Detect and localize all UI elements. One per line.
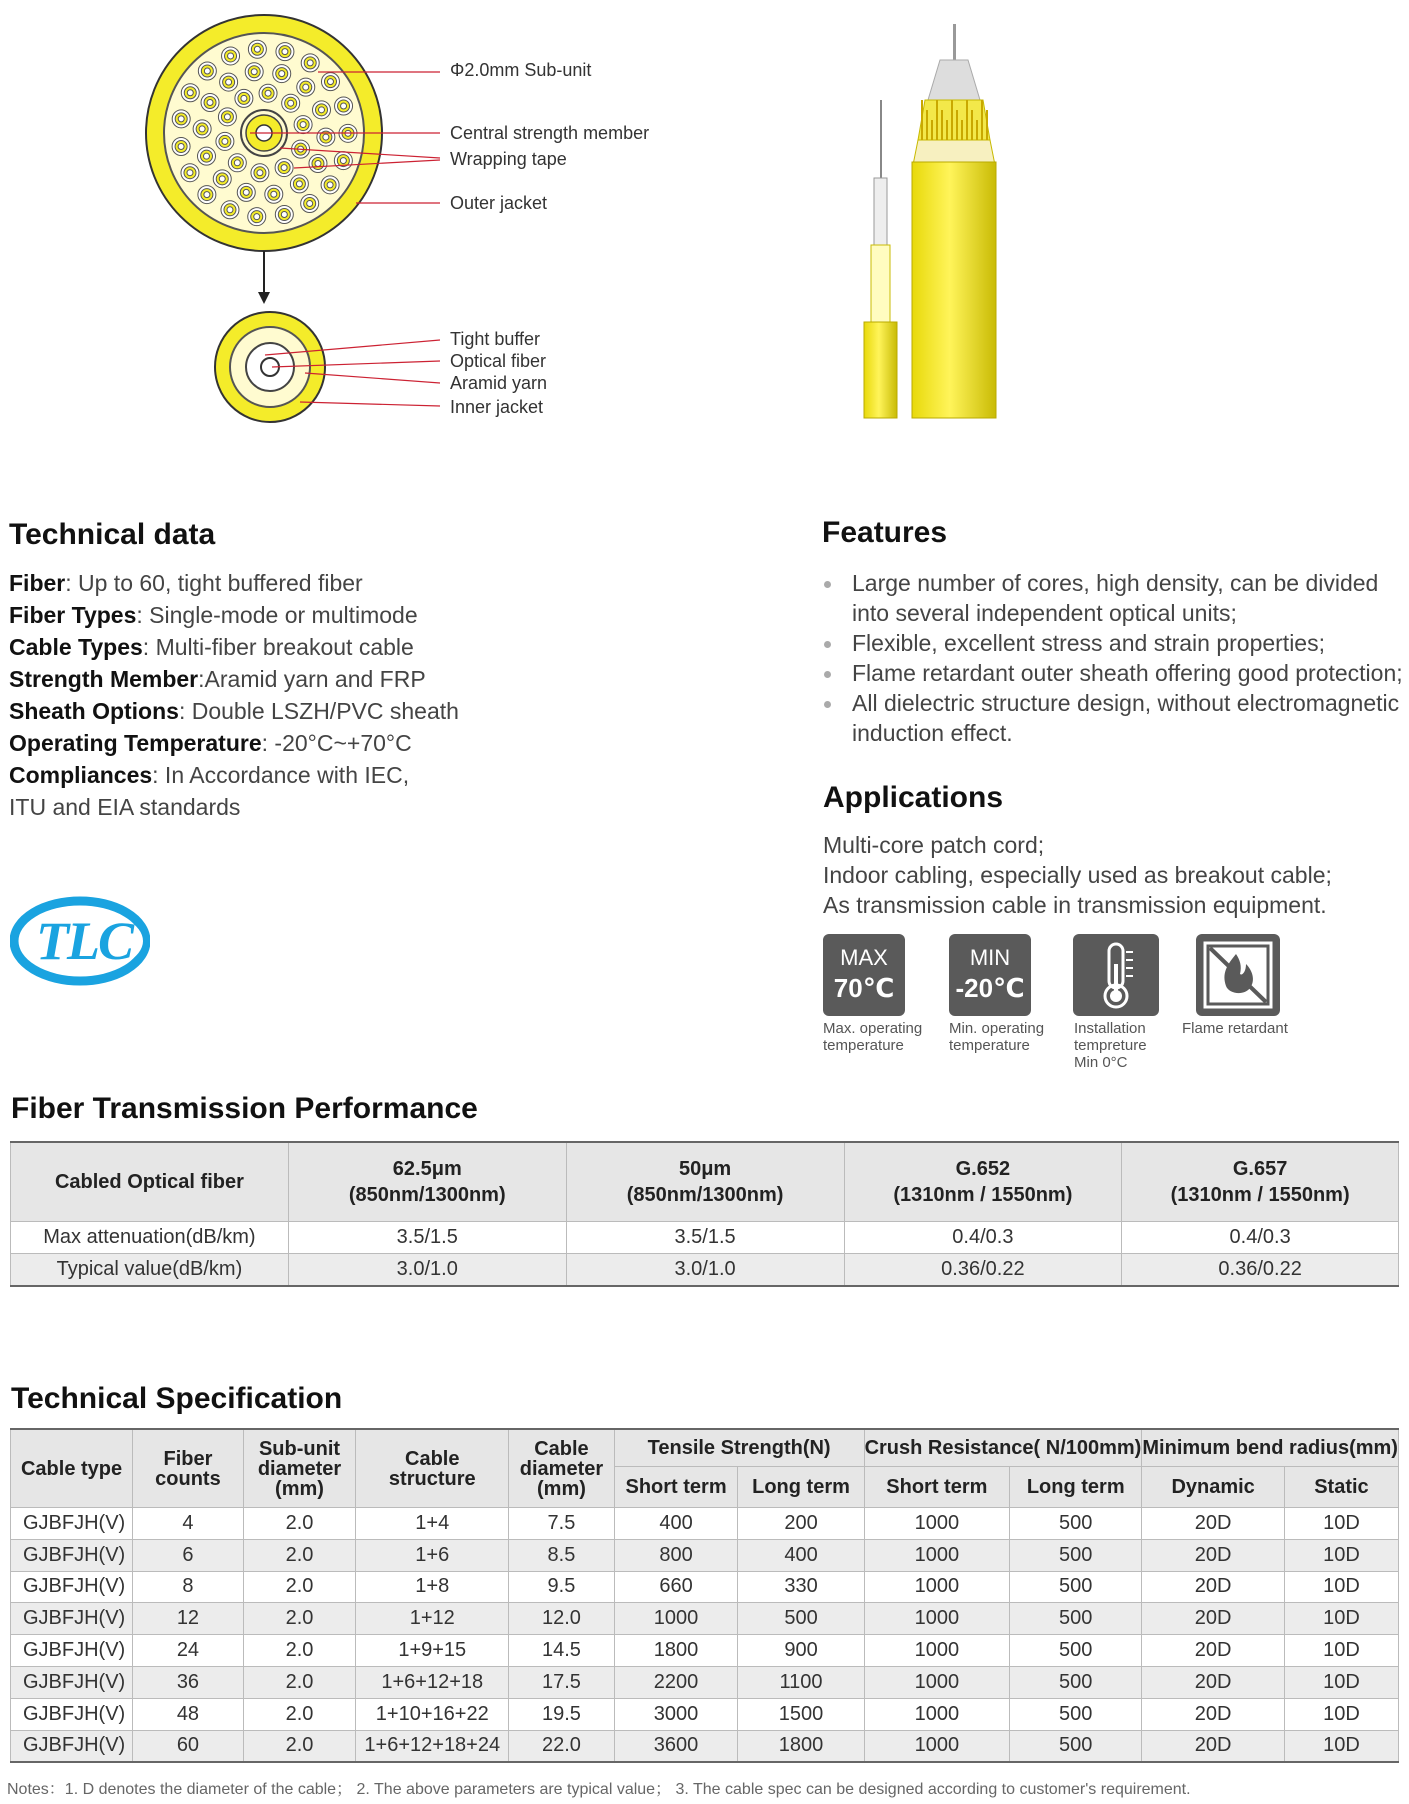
table-cell: 8.5	[509, 1539, 614, 1571]
thermometer-icon	[1073, 934, 1159, 1016]
table-cell: GJBFJH(V)	[11, 1635, 133, 1667]
table-row	[11, 1730, 1399, 1762]
table-cell: 3000	[614, 1698, 738, 1730]
table-cell: 20D	[1142, 1571, 1285, 1603]
header-crush-short-term: Short term	[864, 1467, 1010, 1508]
table-cell: 1000	[864, 1508, 1010, 1540]
table-cell: 800	[614, 1539, 738, 1571]
header-min-bend-radius: Minimum bend radius(mm)	[1142, 1429, 1399, 1467]
table-cell: 1000	[864, 1730, 1010, 1762]
table-cell: 10D	[1284, 1508, 1398, 1540]
subunit-circle	[288, 100, 294, 106]
callout-tight-buffer: Tight buffer	[450, 329, 541, 349]
table-cell: GJBFJH(V)	[11, 1666, 133, 1698]
table-cell: 500	[1010, 1698, 1142, 1730]
subunit-circle	[327, 182, 333, 188]
header-g652: G.652 (1310nm / 1550nm)	[844, 1142, 1122, 1222]
subunit-circle	[224, 114, 230, 120]
table-cell: 500	[1010, 1603, 1142, 1635]
table-cell: 8	[133, 1571, 244, 1603]
subunit-circle	[228, 53, 234, 59]
subunit-circle	[187, 170, 193, 176]
table-cell: 2.0	[243, 1698, 356, 1730]
spec-table	[10, 1428, 1399, 1763]
header-crush-resistance: Crush Resistance( N/100mm)	[864, 1429, 1142, 1467]
table-cell: 10D	[1284, 1571, 1398, 1603]
notes: Notes：1. D denotes the diameter of the cable； 2. The above parameters are typical value； 3. The cable spec can be designed according to customer's requirement.	[7, 1781, 1191, 1798]
table-cell: GJBFJH(V)	[11, 1698, 133, 1730]
table-cell: 12.0	[509, 1603, 614, 1635]
table-cell: 400	[738, 1539, 864, 1571]
max-temp-icon: MAX 70℃	[823, 934, 905, 1016]
subunit-circle	[254, 214, 260, 220]
tech-row-fiber: Fiber: Up to 60, tight buffered fiber	[9, 570, 363, 596]
header-tensile-long-term: Long term	[738, 1467, 864, 1508]
table-cell: 7.5	[509, 1508, 614, 1540]
table-cell: 4	[133, 1508, 244, 1540]
table-row	[11, 1603, 1399, 1635]
list-item: As transmission cable in transmission equipment.	[823, 892, 1327, 918]
features-title: Features	[822, 516, 948, 549]
table-cell: 14.5	[509, 1635, 614, 1667]
callout-wrapping-tape: Wrapping tape	[450, 149, 567, 169]
table-row	[11, 1635, 1399, 1667]
table-cell: 60	[133, 1730, 244, 1762]
subunit-circle	[340, 158, 346, 164]
table-cell: 10D	[1284, 1539, 1398, 1571]
performance-table	[10, 1141, 1399, 1287]
subunit-circle	[178, 144, 184, 150]
table-row: Typical value(dB/km) 3.0/1.0 3.0/1.0 0.36/0.22 0.36/0.22	[11, 1254, 1399, 1287]
subunit-circle	[234, 160, 240, 166]
table-cell: 900	[738, 1635, 864, 1667]
subunit-circle	[257, 170, 263, 176]
subunit-circle	[226, 79, 232, 85]
header-bend-dynamic: Dynamic	[1142, 1467, 1285, 1508]
applications-title: Applications	[823, 781, 1004, 814]
subunit-circle	[243, 189, 249, 195]
table-cell: 1+10+16+22	[356, 1698, 509, 1730]
table-cell: GJBFJH(V)	[11, 1571, 133, 1603]
tech-row-compliances-cont: ITU and EIA standards	[9, 794, 241, 820]
table-cell: 500	[1010, 1730, 1142, 1762]
features-list	[815, 568, 1405, 748]
table-cell: 1000	[864, 1666, 1010, 1698]
table-cell: 2.0	[243, 1635, 356, 1667]
subunit-circle	[204, 192, 210, 198]
table-row: Max attenuation(dB/km) 3.5/1.5 3.5/1.5 0.4/0.3 0.4/0.3	[11, 1222, 1399, 1254]
subunit-circle	[296, 181, 302, 187]
table-cell: 500	[1010, 1635, 1142, 1667]
table-row	[11, 1539, 1399, 1571]
table-cell: 19.5	[509, 1698, 614, 1730]
tech-row-cable-types: Cable Types: Multi-fiber breakout cable	[9, 634, 414, 660]
table-cell: GJBFJH(V)	[11, 1603, 133, 1635]
table-cell: 1000	[864, 1635, 1010, 1667]
table-cell: 1000	[864, 1603, 1010, 1635]
table-row	[11, 1666, 1399, 1698]
subunit-circle	[178, 116, 184, 122]
technical-data-list	[9, 567, 569, 823]
flame-retardant-caption: Flame retardant	[1182, 1020, 1288, 1037]
callout-inner-jacket: Inner jacket	[450, 397, 544, 417]
min-temp-icon: MIN -20℃	[949, 934, 1031, 1016]
subunit-circle	[227, 207, 233, 213]
table-cell: 48	[133, 1698, 244, 1730]
callout-central-strength-member: Central strength member	[450, 123, 650, 143]
subunit-circle	[323, 134, 329, 140]
table-cell: 1500	[738, 1698, 864, 1730]
table-cell: 200	[738, 1508, 864, 1540]
table-cell: 1000	[864, 1571, 1010, 1603]
applications-list	[823, 830, 1332, 920]
table-cell: 2.0	[243, 1539, 356, 1571]
tech-row-strength-member: Strength Member:Aramid yarn and FRP	[9, 666, 426, 692]
performance-title: Fiber Transmission Performance	[11, 1092, 478, 1125]
table-cell: 20D	[1142, 1666, 1285, 1698]
list-item: Flame retardant outer sheath offering good protection;	[815, 658, 1405, 688]
table-cell: 1100	[738, 1666, 864, 1698]
table-cell: 1+4	[356, 1508, 509, 1540]
table-cell: 10D	[1284, 1730, 1398, 1762]
tech-row-sheath-options: Sheath Options: Double LSZH/PVC sheath	[9, 698, 459, 724]
header-tensile-strength: Tensile Strength(N)	[614, 1429, 864, 1467]
header-g657: G.657 (1310nm / 1550nm)	[1122, 1142, 1399, 1222]
subunit-circle	[315, 161, 321, 167]
cable-3d-illustration	[864, 24, 996, 418]
table-cell: 17.5	[509, 1666, 614, 1698]
subunit-circle	[207, 99, 213, 105]
table-row	[11, 1698, 1399, 1730]
table-cell: 660	[614, 1571, 738, 1603]
table-cell: 2.0	[243, 1730, 356, 1762]
technical-data-title: Technical data	[9, 518, 216, 551]
subunit-circle	[222, 138, 228, 144]
subunit-cross-section	[215, 312, 325, 422]
subunit-circle	[282, 49, 288, 55]
table-cell: 500	[1010, 1508, 1142, 1540]
header-cable-diameter: Cable diameter (mm)	[509, 1429, 614, 1508]
table-cell: 1+6	[356, 1539, 509, 1571]
table-cell: 1+8	[356, 1571, 509, 1603]
table-cell: 1800	[738, 1730, 864, 1762]
table-cell: 400	[614, 1508, 738, 1540]
subunit-circle	[281, 165, 287, 171]
header-bend-static: Static	[1284, 1467, 1398, 1508]
logo-text: TLC	[36, 911, 132, 971]
table-cell: 1000	[864, 1698, 1010, 1730]
header-62-5um: 62.5μm (850nm/1300nm)	[288, 1142, 566, 1222]
table-cell: 2.0	[243, 1508, 356, 1540]
subunit-circle	[281, 212, 287, 218]
subunit-circle	[203, 153, 209, 159]
min-temp-caption: Min. operating temperature	[949, 1020, 1045, 1054]
table-cell: 24	[133, 1635, 244, 1667]
table-cell: 20D	[1142, 1698, 1285, 1730]
list-item: Indoor cabling, especially used as breakout cable;	[823, 862, 1332, 888]
header-cable-type: Cable type	[11, 1429, 133, 1508]
callout-optical-fiber: Optical fiber	[450, 351, 547, 371]
table-cell: GJBFJH(V)	[11, 1539, 133, 1571]
max-temp-caption: Max. operating temperature	[823, 1020, 923, 1054]
table-cell: 20D	[1142, 1603, 1285, 1635]
subunit-circle	[241, 95, 247, 101]
list-item: All dielectric structure design, without electromagnetic induction effect.	[815, 688, 1405, 748]
subunit-circle	[204, 68, 210, 74]
table-row	[11, 1571, 1399, 1603]
callout-subunit: Φ2.0mm Sub-unit	[450, 60, 592, 80]
subunit-circle	[307, 200, 313, 206]
table-cell: 1+6+12+18+24	[356, 1730, 509, 1762]
table-cell: 22.0	[509, 1730, 614, 1762]
table-cell: 500	[1010, 1539, 1142, 1571]
subunit-circle	[300, 122, 306, 128]
installation-temp-caption: Installation tempreture Min 0°C	[1074, 1020, 1147, 1071]
subunit-circle	[303, 84, 309, 90]
table-cell: 2.0	[243, 1666, 356, 1698]
cable-diagram-area	[0, 0, 1409, 440]
subunit-circle	[254, 46, 260, 52]
tlc-logo	[10, 896, 150, 986]
table-cell: GJBFJH(V)	[11, 1508, 133, 1540]
subunit-circle	[327, 79, 333, 85]
tech-row-compliances: Compliances: In Accordance with IEC,	[9, 762, 410, 788]
table-cell: 2200	[614, 1666, 738, 1698]
subunit-circle	[307, 60, 313, 66]
table-cell: 1000	[614, 1603, 738, 1635]
table-cell: 1800	[614, 1635, 738, 1667]
table-cell: 20D	[1142, 1635, 1285, 1667]
table-cell: 2.0	[243, 1603, 356, 1635]
table-cell: 20D	[1142, 1730, 1285, 1762]
subunit-circle	[187, 90, 193, 96]
table-cell: 20D	[1142, 1539, 1285, 1571]
subunit-circle	[271, 191, 277, 197]
flame-retardant-icon	[1196, 934, 1280, 1016]
header-50um: 50μm (850nm/1300nm)	[566, 1142, 844, 1222]
table-cell: 330	[738, 1571, 864, 1603]
table-row	[11, 1508, 1399, 1540]
table-cell: 500	[1010, 1571, 1142, 1603]
header-crush-long-term: Long term	[1010, 1467, 1142, 1508]
callout-aramid-yarn: Aramid yarn	[450, 373, 548, 393]
table-cell: 6	[133, 1539, 244, 1571]
tech-row-fiber-types: Fiber Types: Single-mode or multimode	[9, 602, 418, 628]
subunit-circle	[265, 90, 271, 96]
subunit-circle	[319, 107, 325, 113]
table-cell: GJBFJH(V)	[11, 1730, 133, 1762]
spec-title: Technical Specification	[11, 1382, 343, 1415]
subunit-circle	[219, 176, 225, 182]
callout-outer-jacket: Outer jacket	[450, 193, 548, 213]
header-fiber-counts: Fiber counts	[133, 1429, 244, 1508]
subunit-circle	[251, 69, 257, 75]
table-cell: 2.0	[243, 1571, 356, 1603]
list-item: Large number of cores, high density, can be divided into several independent optical units;	[815, 568, 1405, 628]
subunit-circle	[279, 71, 285, 77]
table-cell: 12	[133, 1603, 244, 1635]
cable-cross-section-diagram	[0, 0, 1409, 440]
table-cell: 500	[738, 1603, 864, 1635]
table-cell: 20D	[1142, 1508, 1285, 1540]
table-cell: 500	[1010, 1666, 1142, 1698]
table-cell: 10D	[1284, 1603, 1398, 1635]
header-tensile-short-term: Short term	[614, 1467, 738, 1508]
subunit-circle	[341, 103, 347, 109]
table-cell: 1+9+15	[356, 1635, 509, 1667]
subunit-circle	[199, 126, 205, 132]
table-header-row	[11, 1429, 1399, 1467]
tech-row-operating-temperature: Operating Temperature: -20°C~+70°C	[9, 730, 412, 756]
header-cabled-optical-fiber: Cabled Optical fiber	[11, 1142, 289, 1222]
table-cell: 3600	[614, 1730, 738, 1762]
table-cell: 10D	[1284, 1698, 1398, 1730]
table-cell: 9.5	[509, 1571, 614, 1603]
header-subunit-diameter: Sub-unit diameter (mm)	[243, 1429, 356, 1508]
table-cell: 1+12	[356, 1603, 509, 1635]
table-cell: 1+6+12+18	[356, 1666, 509, 1698]
list-item: Flexible, excellent stress and strain properties;	[815, 628, 1405, 658]
header-cable-structure: Cable structure	[356, 1429, 509, 1508]
table-header-row	[11, 1142, 1399, 1222]
table-cell: 36	[133, 1666, 244, 1698]
table-cell: 1000	[864, 1539, 1010, 1571]
table-cell: 10D	[1284, 1635, 1398, 1667]
table-cell: 10D	[1284, 1666, 1398, 1698]
list-item: Multi-core patch cord;	[823, 832, 1045, 858]
